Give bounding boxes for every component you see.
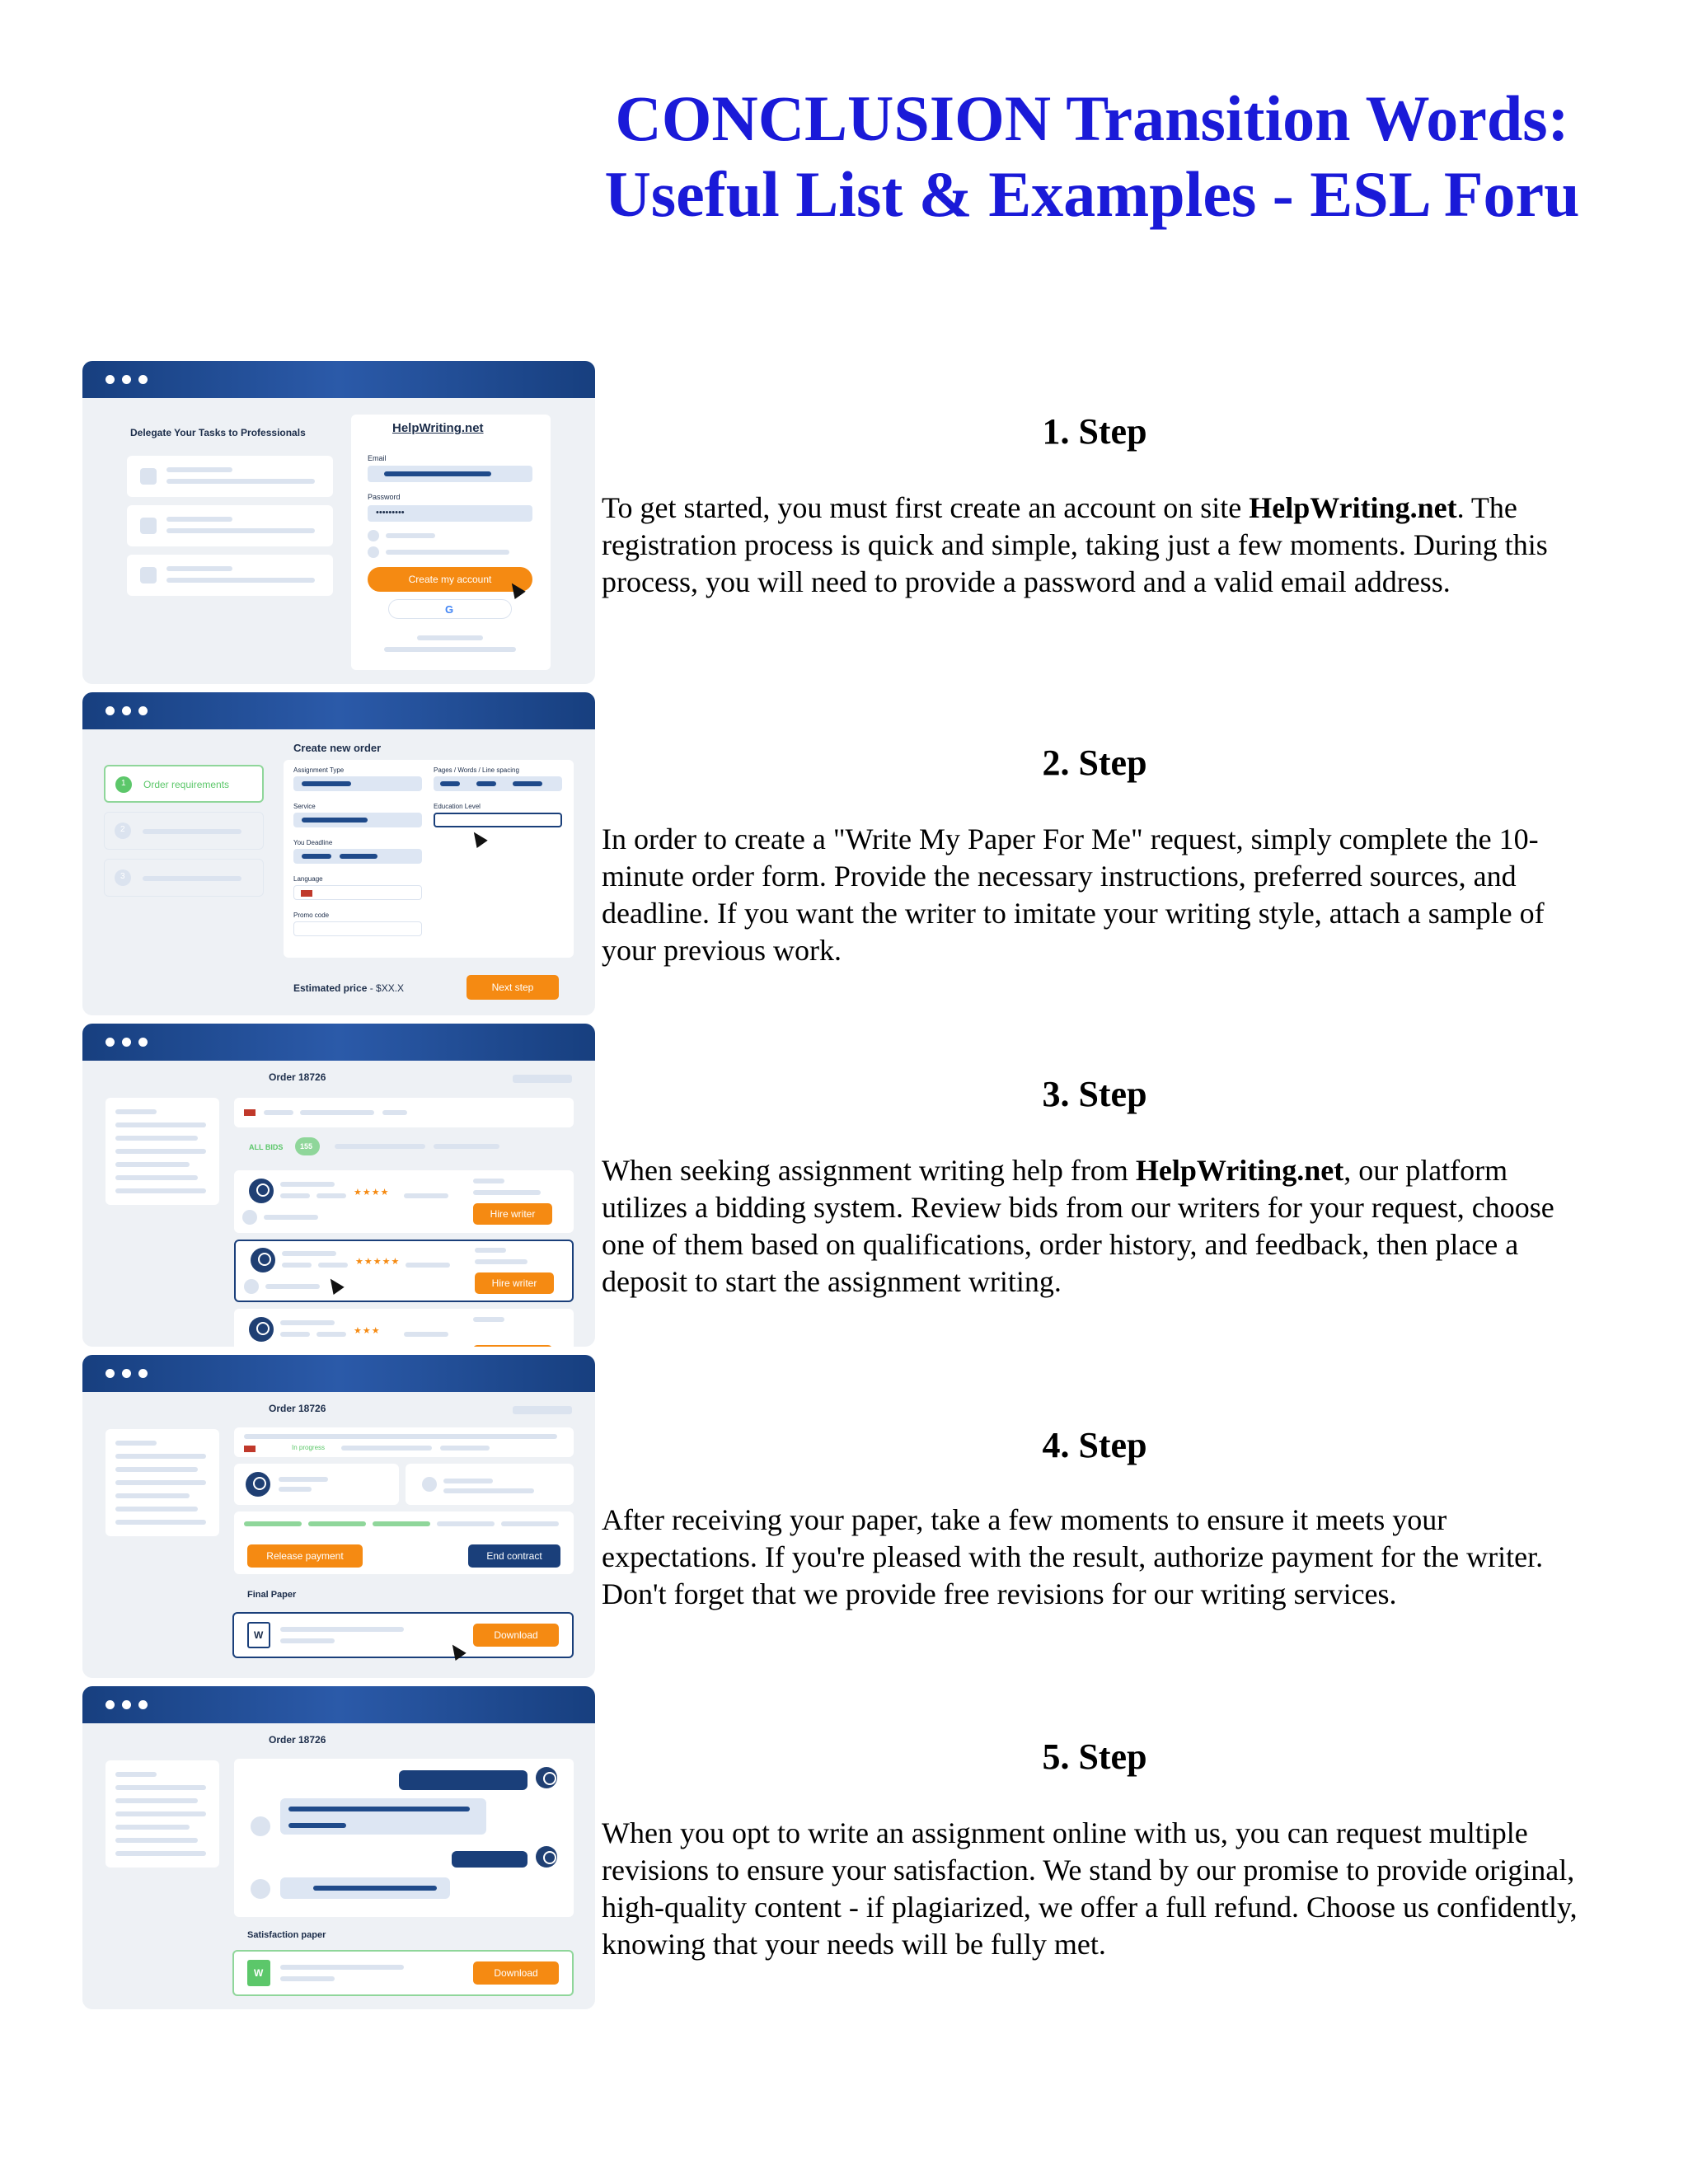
order-form: Assignment Type Pages / Words / Line spacing Service Education Level You Deadline Language Promo code bbox=[284, 760, 574, 958]
google-icon: G bbox=[445, 603, 454, 616]
rating-stars: ★★★ bbox=[354, 1325, 381, 1336]
window-dot-icon bbox=[138, 375, 148, 384]
language-select[interactable] bbox=[293, 885, 422, 900]
step-heading: 5. Step bbox=[1042, 1736, 1147, 1777]
satisfaction-paper-label: Satisfaction paper bbox=[247, 1930, 326, 1940]
rating-stars: ★★★★ bbox=[354, 1187, 390, 1197]
writer-avatar bbox=[536, 1767, 557, 1788]
window-dot-icon bbox=[122, 1369, 131, 1378]
estimated-price: Estimated price - $XX.X bbox=[293, 982, 405, 994]
signup-heading: Delegate Your Tasks to Professionals bbox=[130, 427, 306, 438]
order-title: Order 18726 bbox=[269, 1071, 326, 1083]
create-account-button[interactable]: Create my account bbox=[368, 567, 532, 592]
status-badge: In progress bbox=[292, 1444, 326, 1451]
order-step-label: Order requirements bbox=[143, 779, 230, 790]
download-button[interactable]: Download bbox=[473, 1961, 559, 1985]
flag-icon bbox=[301, 890, 312, 897]
rating-stars: ★★★★★ bbox=[355, 1256, 401, 1267]
writer-avatar bbox=[536, 1846, 557, 1868]
window-dot-icon bbox=[122, 375, 131, 384]
final-paper-file[interactable]: W Download bbox=[232, 1612, 574, 1658]
signup-form bbox=[351, 415, 551, 670]
step-text: In order to create a "Write My Paper For Me" request, simply complete the 10-minute order form. Provide the necessary instructions, preferred sources, and deadline. If you want the writer to imitate your writing style, attach a sample of your previous work. bbox=[602, 823, 1545, 967]
brand-name: HelpWriting.net bbox=[1249, 491, 1457, 524]
screenshot-revisions bbox=[82, 1686, 595, 2009]
brand-name: HelpWriting.net bbox=[1135, 1154, 1344, 1187]
bid-card-selected[interactable] bbox=[234, 1240, 574, 1302]
pages-select[interactable] bbox=[434, 776, 562, 791]
order-step-1[interactable]: 1 Order requirements bbox=[104, 765, 264, 803]
site-name: HelpWriting.net bbox=[392, 421, 484, 435]
email-label: Email bbox=[368, 454, 387, 462]
order-step-3[interactable]: 3 bbox=[104, 859, 264, 897]
end-contract-button[interactable]: End contract bbox=[468, 1544, 560, 1568]
bid-card[interactable] bbox=[234, 1309, 574, 1347]
order-summary bbox=[234, 1427, 574, 1457]
hire-writer-button[interactable]: Hire writer bbox=[475, 1272, 554, 1294]
feature-card bbox=[127, 456, 333, 497]
window-titlebar bbox=[82, 1355, 595, 1392]
writer-avatar bbox=[251, 1248, 275, 1272]
window-dot-icon bbox=[106, 375, 115, 384]
window-dot-icon bbox=[138, 1369, 148, 1378]
chat-panel bbox=[234, 1759, 574, 1917]
step-heading: 3. Step bbox=[1042, 1074, 1147, 1114]
chat-bubble-in bbox=[280, 1798, 486, 1835]
step-heading: 1. Step bbox=[1042, 411, 1147, 452]
window-dot-icon bbox=[106, 706, 115, 715]
hire-writer-button[interactable]: Hire writer bbox=[473, 1203, 552, 1225]
final-paper-label: Final Paper bbox=[247, 1590, 297, 1600]
assignment-type-select[interactable] bbox=[293, 776, 422, 791]
download-button[interactable]: Download bbox=[473, 1624, 559, 1647]
screenshot-final-paper bbox=[82, 1355, 595, 1678]
window-dot-icon bbox=[138, 1038, 148, 1047]
step-heading: 2. Step bbox=[1042, 743, 1147, 783]
window-dot-icon bbox=[106, 1038, 115, 1047]
screenshot-bids: Order 18726 ALL BIDS 155 ★★★★ Hire writer ★★★★★ Hire writer ★★★ bbox=[82, 1024, 595, 1347]
step-text: When seeking assignment writing help from HelpWriting.net, our platform utilizes a bidding system. Review bids from our writers for your request, choose one of them based on qualifications, order history, and feedback, then place a deposit to start the assignment writing. bbox=[602, 1154, 1554, 1298]
chat-bubble-out bbox=[452, 1851, 528, 1868]
window-dot-icon bbox=[106, 1700, 115, 1709]
satisfaction-paper-file[interactable]: W Download bbox=[232, 1950, 574, 1996]
window-titlebar bbox=[82, 361, 595, 398]
education-level-select[interactable] bbox=[434, 813, 562, 827]
window-titlebar bbox=[82, 1686, 595, 1723]
window-titlebar bbox=[82, 1024, 595, 1061]
writer-avatar bbox=[246, 1472, 270, 1497]
chat-bubble-out bbox=[399, 1770, 528, 1790]
step-heading: 4. Step bbox=[1042, 1425, 1147, 1465]
sidebar-card bbox=[106, 1760, 219, 1868]
order-form-heading: Create new order bbox=[293, 742, 382, 754]
writer-card bbox=[234, 1464, 399, 1505]
promo-code-input[interactable] bbox=[293, 921, 422, 936]
window-dot-icon bbox=[122, 1038, 131, 1047]
step-text: After receiving your paper, take a few moments to ensure it meets your expectations. If you're pleased with the result, authorize payment for the writer. Don't forget that we provide free revisions for our writing services. bbox=[602, 1503, 1544, 1610]
order-title: Order 18726 bbox=[269, 1403, 326, 1414]
next-step-button[interactable]: Next step bbox=[467, 975, 559, 1000]
progress-card bbox=[234, 1511, 574, 1574]
order-step-2[interactable]: 2 bbox=[104, 812, 264, 850]
window-titlebar bbox=[82, 692, 595, 729]
writer-avatar bbox=[249, 1179, 274, 1203]
writer-avatar bbox=[249, 1317, 274, 1342]
google-signin-button[interactable] bbox=[388, 599, 512, 619]
all-bids-label: ALL BIDS bbox=[249, 1143, 284, 1151]
screenshot-signup bbox=[82, 361, 595, 684]
page-title: CONCLUSION Transition Words: Useful List & Examples - ESL Foru bbox=[604, 82, 1580, 230]
sidebar-card bbox=[106, 1429, 219, 1536]
step-text: When you opt to write an assignment online with us, you can request multiple revisions to ensure your satisfaction. We stand by our promise to provide original, high-quality content - if plagiarized, we offer a full refund. Choose us confidently, knowing that your needs will be fully met. bbox=[602, 1816, 1578, 1961]
window-dot-icon bbox=[138, 706, 148, 715]
password-field[interactable]: ••••••••• bbox=[368, 505, 532, 522]
service-select[interactable] bbox=[293, 813, 422, 827]
order-title: Order 18726 bbox=[269, 1734, 326, 1746]
step-text: To get started, you must first create an account on site HelpWriting.net. The registration process is quick and simple, taking just a few moments. During this process, you will need to provide a password and a valid email address. bbox=[602, 491, 1548, 598]
order-summary bbox=[234, 1098, 574, 1127]
feature-card bbox=[127, 555, 333, 596]
flag-icon bbox=[244, 1446, 256, 1452]
support-card bbox=[406, 1464, 574, 1505]
window-dot-icon bbox=[106, 1369, 115, 1378]
deadline-select[interactable] bbox=[293, 849, 422, 864]
window-dot-icon bbox=[122, 1700, 131, 1709]
flag-icon bbox=[244, 1109, 256, 1116]
sidebar-card bbox=[106, 1098, 219, 1205]
release-payment-button[interactable]: Release payment bbox=[247, 1544, 363, 1568]
email-field[interactable] bbox=[368, 466, 532, 482]
feature-card bbox=[127, 505, 333, 546]
bid-card[interactable] bbox=[234, 1170, 574, 1233]
window-dot-icon bbox=[138, 1700, 148, 1709]
screenshot-order-form bbox=[82, 692, 595, 1015]
password-label: Password bbox=[368, 493, 401, 501]
window-dot-icon bbox=[122, 706, 131, 715]
